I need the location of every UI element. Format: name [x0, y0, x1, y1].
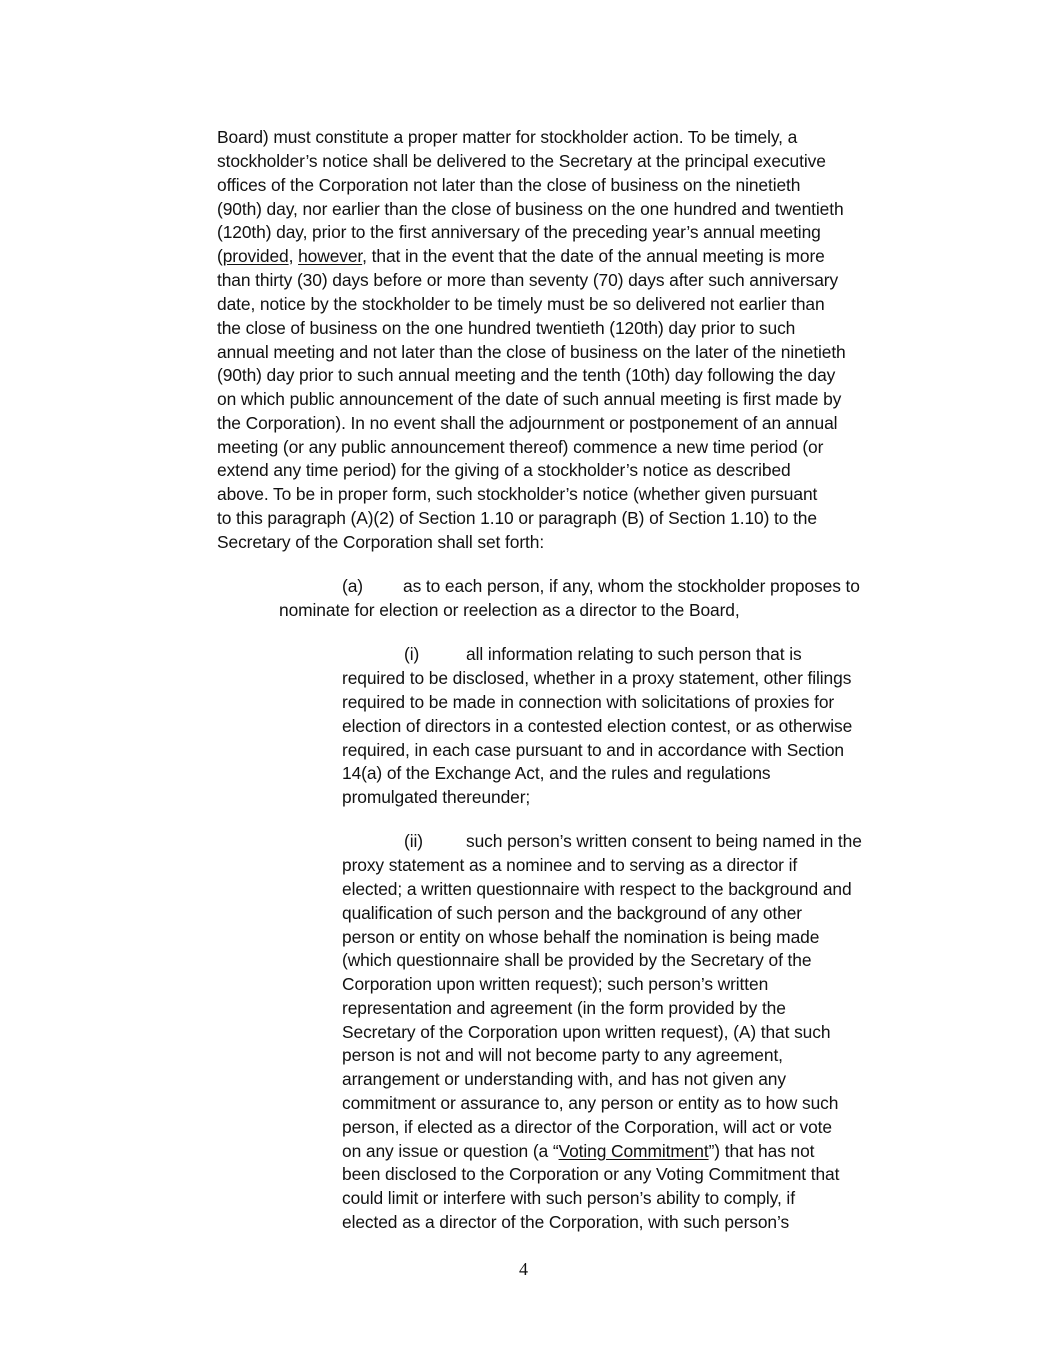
paragraph-line: the Corporation). In no event shall the adjournment or postponement of an annual	[217, 413, 838, 433]
item-ii-line: person is not and will not become party to any agreement,	[342, 1045, 783, 1065]
paragraph-line: (90th) day prior to such annual meeting and the tenth (10th) day following the day	[217, 365, 836, 385]
item-ii-line: qualification of such person and the background of any other	[342, 903, 802, 923]
item-i-line: required to be made in connection with solicitations of proxies for	[342, 692, 835, 712]
paragraph-line: extend any time period) for the giving of a stockholder’s notice as described	[217, 460, 791, 480]
item-i-line: 14(a) of the Exchange Act, and the rules and regulations	[342, 763, 771, 783]
item-ii-label: (ii)	[404, 831, 423, 851]
item-ii-line: elected as a director of the Corporation, with such person’s	[342, 1212, 790, 1232]
item-i-first-line: all information relating to such person that is	[466, 644, 802, 664]
item-ii-line: Secretary of the Corporation upon written request), (A) that such	[342, 1022, 831, 1042]
paragraph-line: annual meeting and not later than the close of business on the later of the ninetieth	[217, 342, 846, 362]
item-ii-line: been disclosed to the Corporation or any Voting Commitment that	[342, 1164, 840, 1184]
paragraph-line: the close of business on the one hundred twentieth (120th) day prior to such	[217, 318, 796, 338]
item-ii-line: could limit or interfere with such person’s ability to comply, if	[342, 1188, 795, 1208]
paragraph-line: to this paragraph (A)(2) of Section 1.10 or paragraph (B) of Section 1.10) to the	[217, 508, 817, 528]
paragraph-line: meeting (or any public announcement thereof) commence a new time period (or	[217, 437, 824, 457]
however-term: however	[298, 246, 363, 266]
paragraph-line: offices of the Corporation not later than the close of business on the ninetieth	[217, 175, 801, 195]
item-ii-line: proxy statement as a nominee and to serving as a director if	[342, 855, 798, 875]
item-ii-line: (which questionnaire shall be provided by the Secretary of the	[342, 950, 812, 970]
item-i-label: (i)	[404, 644, 420, 664]
text-segment: , that in the event that the date of the annual meeting is more	[362, 246, 825, 266]
paragraph-line: than thirty (30) days before or more than seventy (70) days after such anniversary	[217, 270, 839, 290]
item-i-line: promulgated thereunder;	[342, 787, 531, 807]
item-i-line: election of directors in a contested election contest, or as otherwise	[342, 716, 853, 736]
paragraph-line: above. To be in proper form, such stockholder’s notice (whether given pursuant	[217, 484, 818, 504]
text-segment: (	[217, 246, 223, 266]
item-a-label: (a)	[342, 576, 363, 596]
text-segment: ,	[288, 246, 299, 266]
text-segment: on any issue or question (a “	[342, 1141, 559, 1161]
text-segment: ”) that has not	[708, 1141, 815, 1161]
item-ii-line: person or entity on whose behalf the nomination is being made	[342, 927, 820, 947]
paragraph-line: (90th) day, nor earlier than the close of business on the one hundred and twentieth	[217, 199, 844, 219]
item-ii-line: commitment or assurance to, any person or entity as to how such	[342, 1093, 839, 1113]
item-ii-line: arrangement or understanding with, and has not given any	[342, 1069, 786, 1089]
paragraph-line: Board) must constitute a proper matter for stockholder action. To be timely, a	[217, 127, 798, 147]
item-ii-first-line: such person’s written consent to being named in the	[466, 831, 862, 851]
voting-commitment-term: Voting Commitment	[558, 1141, 709, 1161]
provided-term: provided	[222, 246, 289, 266]
item-ii-voting-line	[342, 1139, 814, 1163]
item-i-line: required, in each case pursuant to and in accordance with Section	[342, 740, 845, 760]
item-a-second-line: nominate for election or reelection as a director to the Board,	[279, 600, 740, 620]
paragraph-line-provided	[217, 244, 825, 268]
paragraph-line: on which public announcement of the date of such annual meeting is first made by	[217, 389, 842, 409]
paragraph-line: date, notice by the stockholder to be timely must be so delivered not earlier than	[217, 294, 825, 314]
item-i-line: required to be disclosed, whether in a proxy statement, other filings	[342, 668, 852, 688]
page-number: 4	[519, 1259, 528, 1279]
paragraph-line: stockholder’s notice shall be delivered to the Secretary at the principal executive	[217, 151, 826, 171]
item-ii-line: elected; a written questionnaire with respect to the background and	[342, 879, 852, 899]
item-ii-line: representation and agreement (in the form provided by the	[342, 998, 786, 1018]
item-ii-line: person, if elected as a director of the Corporation, will act or vote	[342, 1117, 832, 1137]
paragraph-line: (120th) day, prior to the first anniversary of the preceding year’s annual meeting	[217, 222, 821, 242]
item-ii-line: Corporation upon written request); such person’s written	[342, 974, 769, 994]
item-a-first-line: as to each person, if any, whom the stockholder proposes to	[403, 576, 860, 596]
paragraph-line: Secretary of the Corporation shall set forth:	[217, 532, 545, 552]
